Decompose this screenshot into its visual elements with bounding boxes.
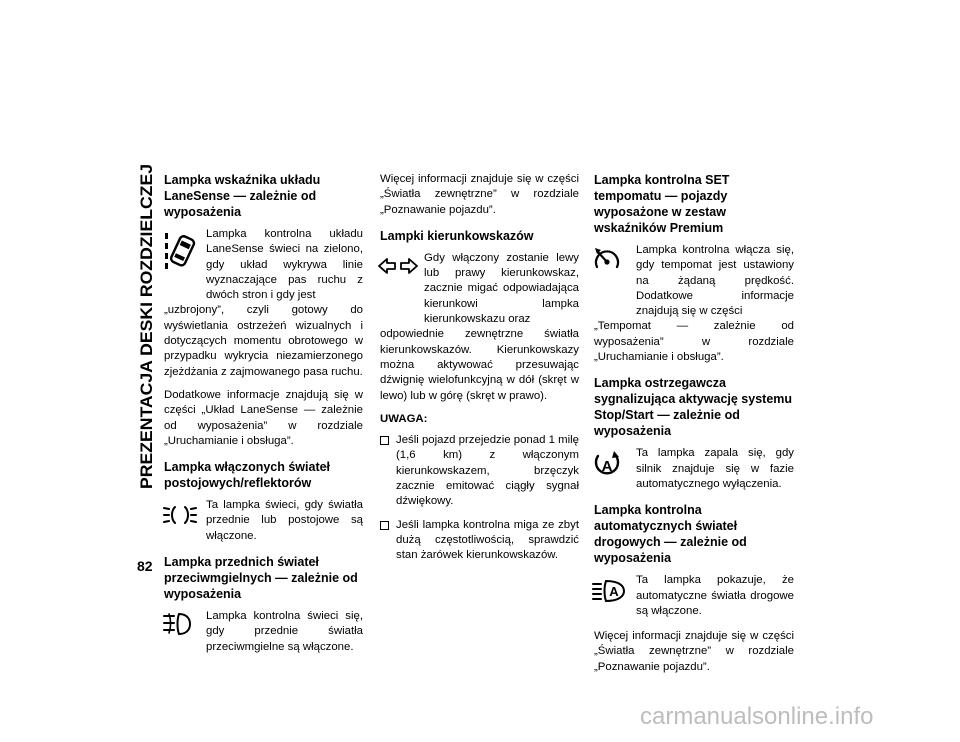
fog-lights-text: Lampka kontrolna świeci się, gdy przednie światła przeciwmgielne są włączone. [206,610,363,653]
parking-lights-icon [162,504,198,531]
note-label: UWAGA: [380,412,428,425]
fog-lights-block [164,609,363,655]
note-bullet-2-text: Jeśli lampka kontrolna miga ze zbyt dużą częstotliwością, sprawdzić stan żarówek kierunkowskazów. [396,518,579,562]
lanesense-car-icon [162,231,196,276]
lanesense-text-more: Dodatkowe informacje znajdują się w części „Układ LaneSense — zależnie od wyposażenia” w rozdziale „Uruchamianie i obsługa”. [164,388,363,447]
auto-high-beam-text-more: Więcej informacji znajduje się w części „Światła zewnętrzne” w rozdziale „Poznawanie pojazdu”. [594,630,794,673]
heading-fog-lights: Lampka przednich świateł przeciwmgielnych — zależnie od wyposażenia [164,555,358,602]
front-fog-light-icon [162,611,194,642]
turn-signals-block [380,251,579,327]
heading-cruise-set: Lampka kontrolna SET tempomatu — pojazdy wyposażone w zestaw wskaźników Premium [594,173,730,235]
turn-signals-text-icon: Gdy włączony zostanie lewy lub prawy kierunkowskaz, zacznie migać odpowiadająca kierunkowi lampka kierunkowskazu oraz [424,251,579,326]
auto-high-beam-text: Ta lampka pokazuje, że automatyczne światła drogowe są włączone. [636,574,794,617]
auto-high-beam-icon [592,579,626,608]
watermark: carmanualsonline.info [640,703,874,730]
turn-signal-arrows-icon [378,257,418,280]
column-3 [594,172,794,683]
bullet-square-icon [380,436,389,445]
heading-auto-high-beam: Lampka kontrolna automatycznych świateł drogowych — zależnie od wyposażenia [594,503,747,566]
stop-start-auto-icon [592,448,622,483]
stop-start-block [594,446,794,492]
bullet-square-icon [380,521,389,530]
lanesense-text-rest: „uzbrojony”, czyli gotowy do wyświetlania ostrzeżeń wizualnych i dotyczących momentu obrotowego w przypadku wykrycia niezamierzonego zjeżdżania z zajmowanego pasa ruchu. [164,304,363,378]
side-chapter-title-text: PREZENTACJA DESKI ROZDZIELCZEJ [138,184,156,489]
cruise-control-set-icon [592,245,622,280]
cruise-set-text-icon: Lampka kontrolna włącza się, gdy tempomat jest ustawiony na żądaną prędkość. Dodatkowe informacje znajdują się w części [636,244,794,318]
col2-intro: Więcej informacji znajduje się w części „Światła zewnętrzne” w rozdziale „Poznawanie pojazdu”. [380,173,579,216]
cruise-set-block [594,243,794,319]
auto-high-beam-letter: A [609,584,619,600]
note-bullet-1-text: Jeśli pojazd przejedzie ponad 1 milę (1,6 km) z włączonym kierunkowskazem, brzęczyk zacznie emitować ciągły sygnał dźwiękowy. [396,434,579,508]
column-2 [380,172,579,572]
lanesense-text-icon: Lampka kontrolna układu LaneSense świeci na zielono, gdy układ wykrywa linie wyznaczające pas ruchu z dwóch stron i gdy jest [206,228,363,302]
lanesense-block [164,227,363,303]
stop-start-letter: A [601,458,613,476]
position-lights-text: Ta lampka świeci, gdy światła przednie lub postojowe są włączone. [206,499,363,542]
heading-stop-start: Lampka ostrzegawcza sygnalizująca aktywację systemu Stop/Start — zależnie od wyposażenia [594,376,793,439]
heading-position-lights: Lampka włączonych świateł postojowych/reflektorów [164,460,331,491]
heading-turn-signals: Lampki kierunkowskazów [380,228,534,243]
cruise-set-text-rest: „Tempomat — zależnie od wyposażenia” w rozdziale „Uruchamianie i obsługa”. [594,320,794,364]
note-bullet-1 [380,433,579,509]
stop-start-text: Ta lampka zapala się, gdy silnik znajduje się w fazie automatycznego wyłączenia. [636,447,794,490]
heading-lanesense: Lampka wskaźnika układu LaneSense — zależnie od wyposażenia [164,173,321,219]
side-chapter-title [127,162,161,492]
position-lights-block [164,498,363,544]
note-bullet-2 [380,518,579,564]
turn-signals-text-rest: odpowiednie zewnętrzne światła kierunkowskazów. Kierunkowskazy można aktywować przesuwając dźwignię wielofunkcyjną w dół (skręt w lewo) lub w górę (skręt w prawo). [380,328,579,402]
column-1 [164,172,363,655]
page-number: 82 [137,558,153,574]
auto-high-beam-block [594,573,794,619]
